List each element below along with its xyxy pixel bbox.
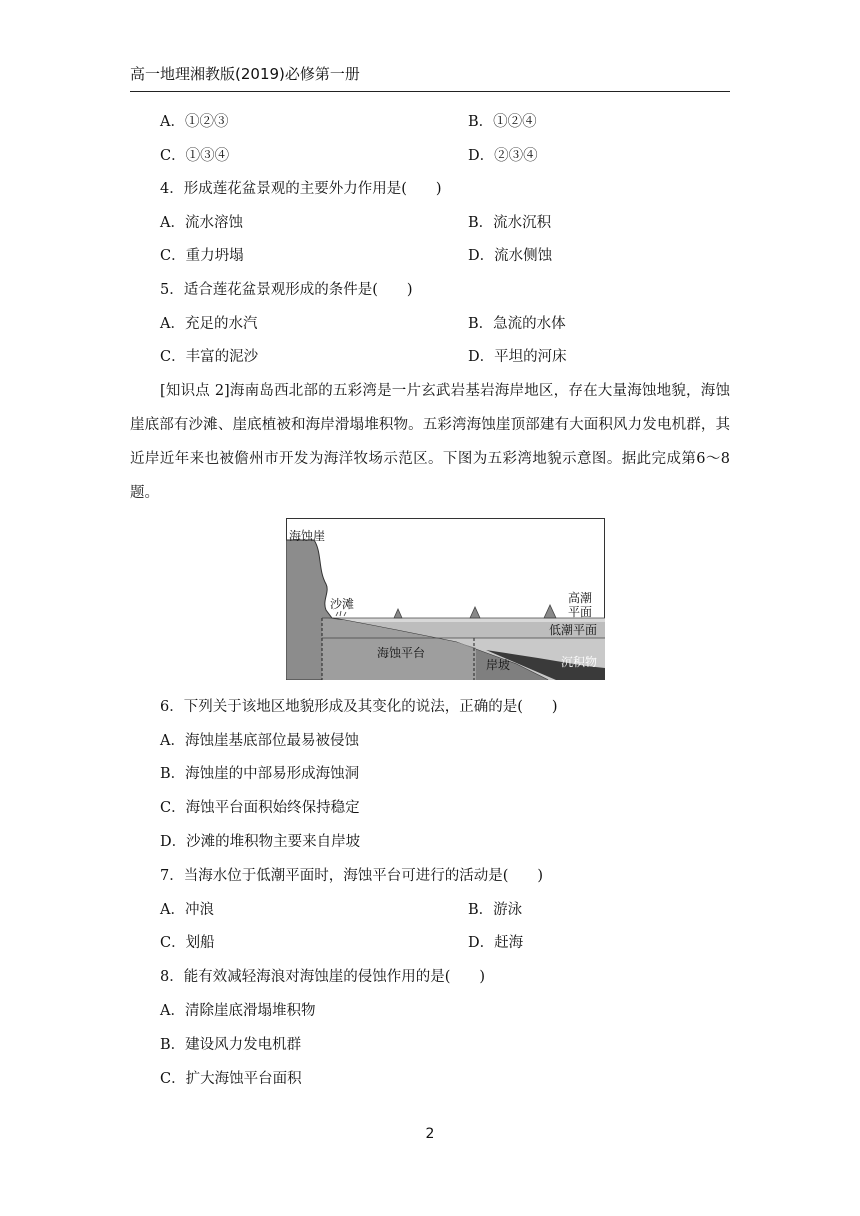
q3-option-d: D．②③④ [468, 148, 538, 164]
q4-option-d: D．流水侧蚀 [468, 248, 553, 264]
label-high-tide-2: 平面 [568, 605, 593, 619]
q5-option-c: C．丰富的泥沙 [160, 349, 259, 365]
q3-option-b: B．①②④ [468, 114, 537, 130]
label-platform: 海蚀平台 [377, 646, 426, 660]
q6-option-c: C．海蚀平台面积始终保持稳定 [160, 800, 360, 816]
coastal-landform-diagram [286, 518, 605, 680]
label-beach: 沙滩 [330, 597, 355, 611]
q3-option-c: C．①③④ [160, 148, 230, 164]
high-tide-water [322, 618, 605, 622]
q4-stem: 4．形成莲花盆景观的主要外力作用是( ) [160, 181, 442, 197]
label-cliff: 海蚀崖 [289, 529, 326, 543]
q8-option-a: A．清除崖底滑塌堆积物 [160, 1003, 316, 1019]
q7-option-a: A．冲浪 [160, 902, 214, 918]
q8-option-c: C．扩大海蚀平台面积 [160, 1071, 302, 1087]
q8-stem: 8．能有效减轻海浪对海蚀崖的侵蚀作用的是( ) [160, 969, 486, 985]
q8-option-b: B．建设风力发电机群 [160, 1037, 302, 1053]
q3-option-a: A．①②③ [160, 114, 229, 130]
label-slope: 岸坡 [486, 658, 511, 672]
page-number: 2 [425, 1126, 435, 1142]
q7-option-b: B．游泳 [468, 902, 523, 918]
knowledge-passage: [知识点 2]海南岛西北部的五彩湾是一片玄武岩基岩海岸地区，存在大量海蚀地貌，海蚀崖底部有沙滩、崖底植被和海岸滑塌堆积物。五彩湾海蚀崖顶部建有大面积风力发电机群，其近岸近年来也被儋州市开发为海洋牧场示范区。下图为五彩湾地貌示意图。据此完成第6～8题。 [130, 383, 730, 501]
q5-stem: 5．适合莲花盆景观形成的条件是( ) [160, 282, 413, 298]
q6-option-b: B．海蚀崖的中部易形成海蚀洞 [160, 766, 360, 782]
label-low-tide: 低潮平面 [549, 623, 598, 637]
q5-option-d: D．平坦的河床 [468, 349, 567, 365]
q6-option-d: D．沙滩的堆积物主要来自岸坡 [160, 834, 361, 850]
label-high-tide-1: 高潮 [568, 591, 593, 605]
q5-option-b: B．急流的水体 [468, 316, 566, 332]
q6-option-a: A．海蚀崖基底部位最易被侵蚀 [160, 733, 359, 749]
q4-option-b: B．流水沉积 [468, 215, 552, 231]
q7-stem: 7．当海水位于低潮平面时，海蚀平台可进行的活动是( ) [160, 868, 544, 884]
q7-option-c: C．划船 [160, 935, 215, 951]
q6-stem: 6．下列关于该地区地貌形成及其变化的说法，正确的是( ) [160, 699, 558, 715]
label-sediment: 沉积物 [561, 655, 598, 669]
q4-option-c: C．重力坍塌 [160, 248, 244, 264]
q7-option-d: D．赶海 [468, 935, 524, 951]
page-header [130, 64, 730, 92]
q5-option-a: A．充足的水汽 [160, 316, 258, 332]
header-title: 高一地理湘教版(2019)必修第一册 [130, 65, 360, 83]
q4-option-a: A．流水溶蚀 [160, 215, 243, 231]
